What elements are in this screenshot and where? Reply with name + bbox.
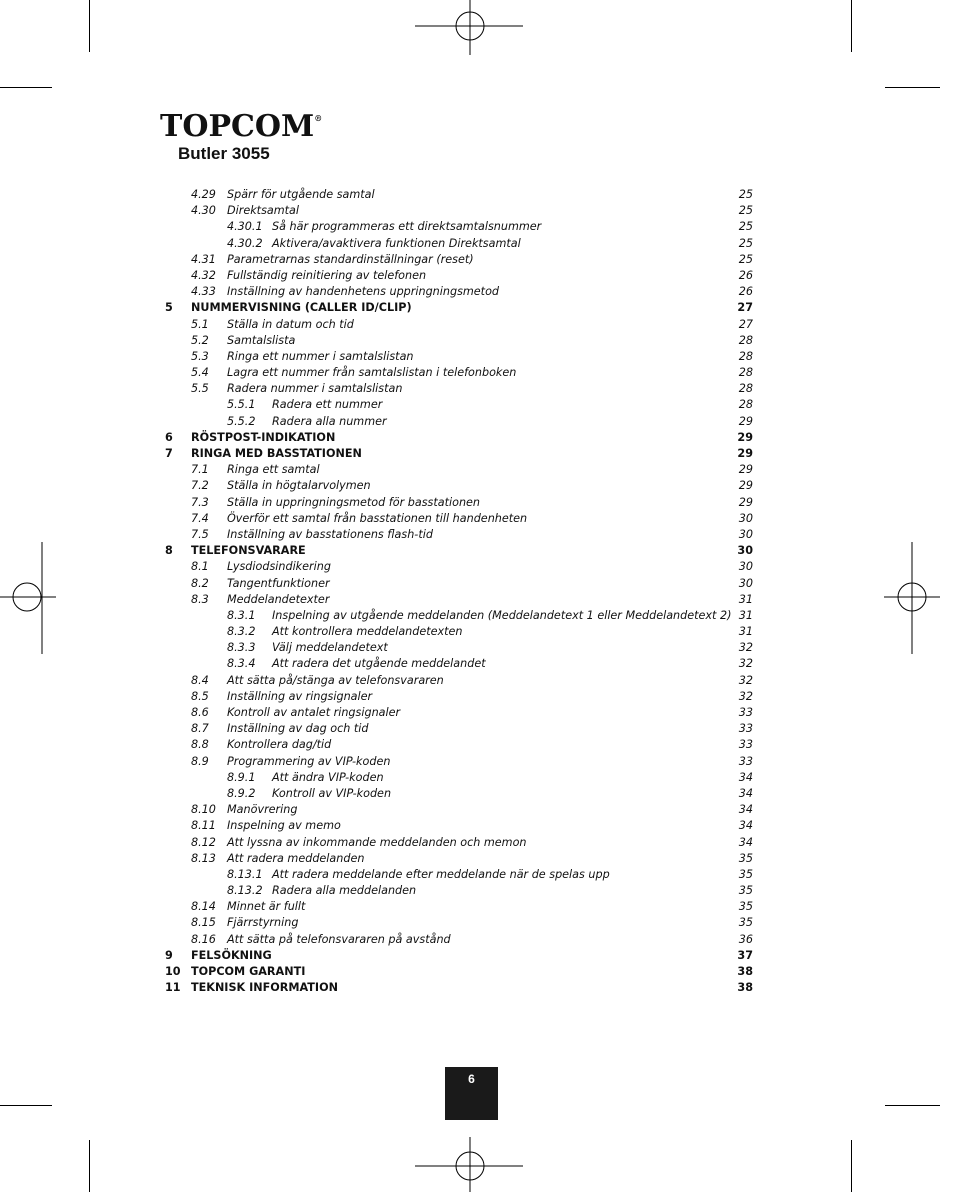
toc-entry-page: 29 xyxy=(737,447,753,460)
toc-entry xyxy=(165,478,753,494)
toc-entry-page: 26 xyxy=(738,285,753,299)
registration-mark-bottom xyxy=(415,1137,525,1192)
toc-entry xyxy=(165,268,753,284)
toc-entry xyxy=(165,883,753,899)
toc-entry-title: Lysdiodsindikering xyxy=(227,560,331,574)
toc-entry xyxy=(165,284,753,300)
toc-entry-number: 5.5 xyxy=(191,382,209,396)
toc-entry-number: 7.5 xyxy=(191,527,209,541)
toc-entry xyxy=(165,365,753,381)
toc-entry-number: 8.7 xyxy=(191,722,209,736)
toc-entry-title: Kontroll av antalet ringsignaler xyxy=(227,706,401,719)
toc-entry-page: 26 xyxy=(738,268,753,282)
toc-entry-title: Att radera meddelanden xyxy=(227,851,365,865)
toc-entry-page: 34 xyxy=(738,803,753,817)
toc-entry-title: Ringa ett nummer i samtalslistan xyxy=(227,349,414,363)
crop-mark xyxy=(0,1105,52,1106)
table-of-contents xyxy=(165,187,753,996)
toc-entry xyxy=(165,187,753,203)
toc-entry-page: 37 xyxy=(737,948,753,962)
toc-entry xyxy=(165,511,753,527)
toc-entry xyxy=(165,462,753,478)
toc-entry-number: 8.3.1 xyxy=(227,608,256,622)
toc-entry xyxy=(165,867,753,883)
toc-entry-page: 25 xyxy=(738,220,753,234)
toc-entry-number: 8.1 xyxy=(191,560,209,574)
toc-entry-number: 8.2 xyxy=(191,576,209,590)
toc-entry xyxy=(165,673,753,689)
toc-entry-page: 27 xyxy=(737,301,753,315)
toc-entry-page: 30 xyxy=(738,576,753,590)
toc-entry xyxy=(165,754,753,770)
toc-entry xyxy=(165,333,753,349)
toc-entry-title: Aktivera/avaktivera funktionen Direktsamtal xyxy=(272,236,521,250)
toc-entry-title: Programmering av VIP-koden xyxy=(227,754,391,768)
crop-mark xyxy=(851,0,852,52)
toc-entry xyxy=(165,608,753,624)
toc-entry-page: 36 xyxy=(738,932,753,946)
toc-entry xyxy=(165,397,753,413)
toc-entry-number: 5.5.2 xyxy=(227,414,256,428)
toc-entry-number: 7 xyxy=(165,447,173,460)
toc-entry xyxy=(165,414,753,430)
toc-entry xyxy=(165,300,753,316)
toc-entry-number: 7.4 xyxy=(191,511,209,525)
toc-entry-page: 27 xyxy=(738,317,753,331)
toc-entry-number: 8 xyxy=(165,544,173,558)
toc-entry-page: 35 xyxy=(738,884,753,898)
toc-entry-page: 30 xyxy=(738,511,753,525)
toc-entry-page: 25 xyxy=(738,236,753,250)
toc-entry-page: 33 xyxy=(738,722,753,736)
toc-entry xyxy=(165,381,753,397)
toc-entry-title: RINGA MED BASSTATIONEN xyxy=(191,447,362,460)
toc-entry xyxy=(165,559,753,575)
toc-entry xyxy=(165,689,753,705)
toc-entry-page: 28 xyxy=(738,382,753,396)
toc-entry-page: 32 xyxy=(738,641,753,655)
model-title: Butler 3055 xyxy=(178,144,270,163)
toc-entry-page: 34 xyxy=(738,819,753,833)
toc-entry-title: Radera nummer i samtalslistan xyxy=(227,382,403,396)
toc-entry-title: Att sätta på telefonsvararen på avstånd xyxy=(227,932,451,946)
crop-mark xyxy=(851,1140,852,1192)
topcom-logo xyxy=(160,109,323,144)
toc-entry-page: 25 xyxy=(738,204,753,218)
toc-entry-number: 5 xyxy=(165,301,173,315)
toc-entry-number: 5.1 xyxy=(191,317,209,331)
toc-entry-page: 30 xyxy=(738,560,753,574)
toc-entry xyxy=(165,705,753,721)
toc-entry-number: 11 xyxy=(165,981,181,995)
toc-entry-title: Att sätta på/stänga av telefonsvararen xyxy=(227,673,444,687)
toc-entry-title: Att radera det utgående meddelandet xyxy=(272,657,486,671)
toc-entry-page: 35 xyxy=(738,900,753,914)
toc-entry-page: 38 xyxy=(737,965,753,978)
toc-entry xyxy=(165,495,753,511)
toc-entry-number: 8.13 xyxy=(191,851,216,865)
toc-entry xyxy=(165,932,753,948)
toc-entry-page: 31 xyxy=(738,608,753,622)
toc-entry-title: Fjärrstyrning xyxy=(227,916,299,930)
toc-entry xyxy=(165,980,753,996)
toc-entry-page: 35 xyxy=(738,851,753,865)
toc-entry xyxy=(165,948,753,964)
toc-entry-number: 8.13.2 xyxy=(227,884,263,898)
toc-entry-number: 8.9.1 xyxy=(227,770,256,784)
toc-entry-title: TOPCOM GARANTI xyxy=(191,965,306,978)
page-number-box xyxy=(445,1067,498,1120)
toc-entry xyxy=(165,252,753,268)
toc-entry-title: Ställa in datum och tid xyxy=(227,317,354,331)
toc-entry-page: 28 xyxy=(738,398,753,412)
toc-entry xyxy=(165,737,753,753)
toc-entry-page: 29 xyxy=(737,430,753,444)
toc-entry-number: 4.30.2 xyxy=(227,236,263,250)
toc-entry-number: 7.2 xyxy=(191,479,209,493)
toc-entry xyxy=(165,624,753,640)
toc-entry-page: 32 xyxy=(738,673,753,687)
registration-mark-top xyxy=(415,0,525,55)
toc-entry-title: Fullständig reinitiering av telefonen xyxy=(227,268,427,282)
toc-entry-number: 7.3 xyxy=(191,495,209,509)
toc-entry-title: Radera ett nummer xyxy=(272,398,383,412)
toc-entry xyxy=(165,721,753,737)
toc-entry-title: Samtalslista xyxy=(227,333,296,347)
toc-entry xyxy=(165,219,753,235)
toc-entry-number: 8.3.3 xyxy=(227,641,256,655)
toc-entry xyxy=(165,656,753,672)
toc-entry-title: Kontrollera dag/tid xyxy=(227,738,332,752)
toc-entry xyxy=(165,592,753,608)
toc-entry xyxy=(165,915,753,931)
crop-mark xyxy=(89,1140,90,1192)
toc-entry-page: 29 xyxy=(738,479,753,493)
toc-entry-number: 8.14 xyxy=(191,900,216,914)
toc-entry xyxy=(165,203,753,219)
toc-entry xyxy=(165,964,753,980)
toc-entry-page: 34 xyxy=(738,835,753,849)
toc-entry-title: Inställning av ringsignaler xyxy=(227,689,373,703)
toc-entry-title: Ställa in högtalarvolymen xyxy=(227,479,371,493)
logo-text: TOPCOM xyxy=(160,109,315,144)
toc-entry-title: Välj meddelandetext xyxy=(272,641,388,655)
toc-entry-number: 8.5 xyxy=(191,689,209,703)
toc-entry-title: TEKNISK INFORMATION xyxy=(191,981,338,995)
toc-entry-page: 33 xyxy=(738,754,753,768)
toc-entry-title: Inställning av dag och tid xyxy=(227,722,369,736)
toc-entry xyxy=(165,640,753,656)
toc-entry-title: Ringa ett samtal xyxy=(227,463,320,477)
toc-entry-title: Att lyssna av inkommande meddelanden och memon xyxy=(227,835,527,849)
toc-entry xyxy=(165,317,753,333)
toc-entry-page: 25 xyxy=(738,188,753,201)
toc-entry-page: 31 xyxy=(738,592,753,606)
toc-entry xyxy=(165,349,753,365)
toc-entry-number: 4.29 xyxy=(191,188,216,201)
toc-entry-page: 35 xyxy=(738,867,753,881)
toc-entry-number: 4.33 xyxy=(191,285,216,299)
toc-entry-title: Inställning av handenhetens uppringningsmetod xyxy=(227,285,500,299)
toc-entry-page: 28 xyxy=(738,333,753,347)
toc-entry-page: 29 xyxy=(738,495,753,509)
toc-entry xyxy=(165,430,753,446)
toc-entry-page: 28 xyxy=(738,349,753,363)
toc-entry-page: 30 xyxy=(737,544,753,558)
toc-entry-number: 8.9.2 xyxy=(227,786,256,800)
registered-mark: ® xyxy=(314,113,323,123)
toc-entry xyxy=(165,543,753,559)
registration-mark-right xyxy=(884,542,940,654)
toc-entry-title: Överför ett samtal från basstationen till handenheten xyxy=(227,511,528,525)
page-number: 6 xyxy=(468,1072,475,1086)
toc-entry-title: Minnet är fullt xyxy=(227,900,306,914)
toc-entry-title: Inspelning av utgående meddelanden (Meddelandetext 1 eller Meddelandetext 2) xyxy=(272,608,732,622)
toc-entry xyxy=(165,899,753,915)
toc-entry-title: Kontroll av VIP-koden xyxy=(272,786,392,800)
toc-entry-title: Direktsamtal xyxy=(227,204,300,218)
toc-entry-page: 31 xyxy=(738,625,753,639)
toc-entry-number: 4.30 xyxy=(191,204,216,218)
toc-entry xyxy=(165,835,753,851)
toc-entry-number: 5.2 xyxy=(191,333,209,347)
toc-entry-title: RÖSTPOST-INDIKATION xyxy=(191,430,336,444)
toc-entry-title: Inställning av basstationens flash-tid xyxy=(227,527,433,541)
toc-entry xyxy=(165,446,753,462)
toc-entry-page: 33 xyxy=(738,738,753,752)
toc-entry-number: 8.9 xyxy=(191,754,209,768)
toc-entry-number: 10 xyxy=(165,965,181,978)
toc-entry-number: 8.10 xyxy=(191,803,216,817)
toc-entry-page: 28 xyxy=(738,366,753,380)
toc-entry-title: Meddelandetexter xyxy=(227,592,330,606)
toc-entry-number: 8.3.4 xyxy=(227,657,256,671)
toc-entry-page: 33 xyxy=(738,706,753,719)
toc-entry-number: 5.3 xyxy=(191,349,209,363)
toc-entry-number: 9 xyxy=(165,948,173,962)
toc-entry-title: Radera alla meddelanden xyxy=(272,884,417,898)
toc-entry-page: 29 xyxy=(738,463,753,477)
toc-entry-title: Spärr för utgående samtal xyxy=(227,188,375,201)
toc-entry-number: 7.1 xyxy=(191,463,209,477)
toc-entry-number: 8.16 xyxy=(191,932,216,946)
crop-mark xyxy=(885,87,940,88)
toc-entry xyxy=(165,851,753,867)
toc-entry-title: Parametrarnas standardinställningar (reset) xyxy=(227,252,474,266)
toc-entry-title: Att ändra VIP-koden xyxy=(272,770,384,784)
toc-entry-number: 5.4 xyxy=(191,366,209,380)
toc-entry-title: Tangentfunktioner xyxy=(227,576,330,590)
toc-entry-page: 25 xyxy=(738,252,753,266)
toc-entry-title: NUMMERVISNING (CALLER ID/CLIP) xyxy=(191,301,412,315)
crop-mark xyxy=(89,0,90,52)
toc-entry-number: 4.30.1 xyxy=(227,220,263,234)
toc-entry-page: 35 xyxy=(738,916,753,930)
toc-entry xyxy=(165,576,753,592)
toc-entry-title: Manövrering xyxy=(227,803,298,817)
toc-entry-number: 8.4 xyxy=(191,673,209,687)
toc-entry-number: 5.5.1 xyxy=(227,398,256,412)
toc-entry-page: 32 xyxy=(738,689,753,703)
toc-entry-number: 8.12 xyxy=(191,835,216,849)
toc-entry-number: 8.11 xyxy=(191,819,216,833)
toc-entry-page: 29 xyxy=(738,414,753,428)
toc-entry-number: 8.6 xyxy=(191,706,209,719)
toc-entry-title: Radera alla nummer xyxy=(272,414,387,428)
toc-entry xyxy=(165,770,753,786)
toc-entry-title: Så här programmeras ett direktsamtalsnummer xyxy=(272,220,542,234)
toc-entry-title: Att kontrollera meddelandetexten xyxy=(272,625,463,639)
toc-entry-page: 32 xyxy=(738,657,753,671)
toc-entry-number: 4.31 xyxy=(191,252,216,266)
toc-entry-title: Inspelning av memo xyxy=(227,819,341,833)
toc-entry-title: FELSÖKNING xyxy=(191,948,272,962)
toc-entry xyxy=(165,236,753,252)
toc-entry-number: 8.3.2 xyxy=(227,625,256,639)
toc-entry-number: 8.3 xyxy=(191,592,209,606)
toc-entry-number: 8.15 xyxy=(191,916,216,930)
toc-entry xyxy=(165,802,753,818)
crop-mark xyxy=(885,1105,940,1106)
toc-entry xyxy=(165,786,753,802)
toc-entry-title: Att radera meddelande efter meddelande när de spelas upp xyxy=(272,867,610,881)
toc-entry-number: 8.8 xyxy=(191,738,209,752)
toc-entry xyxy=(165,818,753,834)
toc-entry-page: 34 xyxy=(738,786,753,800)
toc-entry-number: 8.13.1 xyxy=(227,867,263,881)
toc-entry-title: Ställa in uppringningsmetod för basstationen xyxy=(227,495,481,509)
toc-entry-title: Lagra ett nummer från samtalslistan i telefonboken xyxy=(227,366,517,380)
toc-entry-title: TELEFONSVARARE xyxy=(191,544,306,558)
registration-mark-left xyxy=(0,542,56,654)
toc-entry-page: 38 xyxy=(737,981,753,995)
toc-entry-page: 34 xyxy=(738,770,753,784)
crop-mark xyxy=(0,87,52,88)
toc-entry-number: 4.32 xyxy=(191,268,216,282)
toc-entry-page: 30 xyxy=(738,527,753,541)
toc-entry xyxy=(165,527,753,543)
toc-entry-number: 6 xyxy=(165,430,173,444)
